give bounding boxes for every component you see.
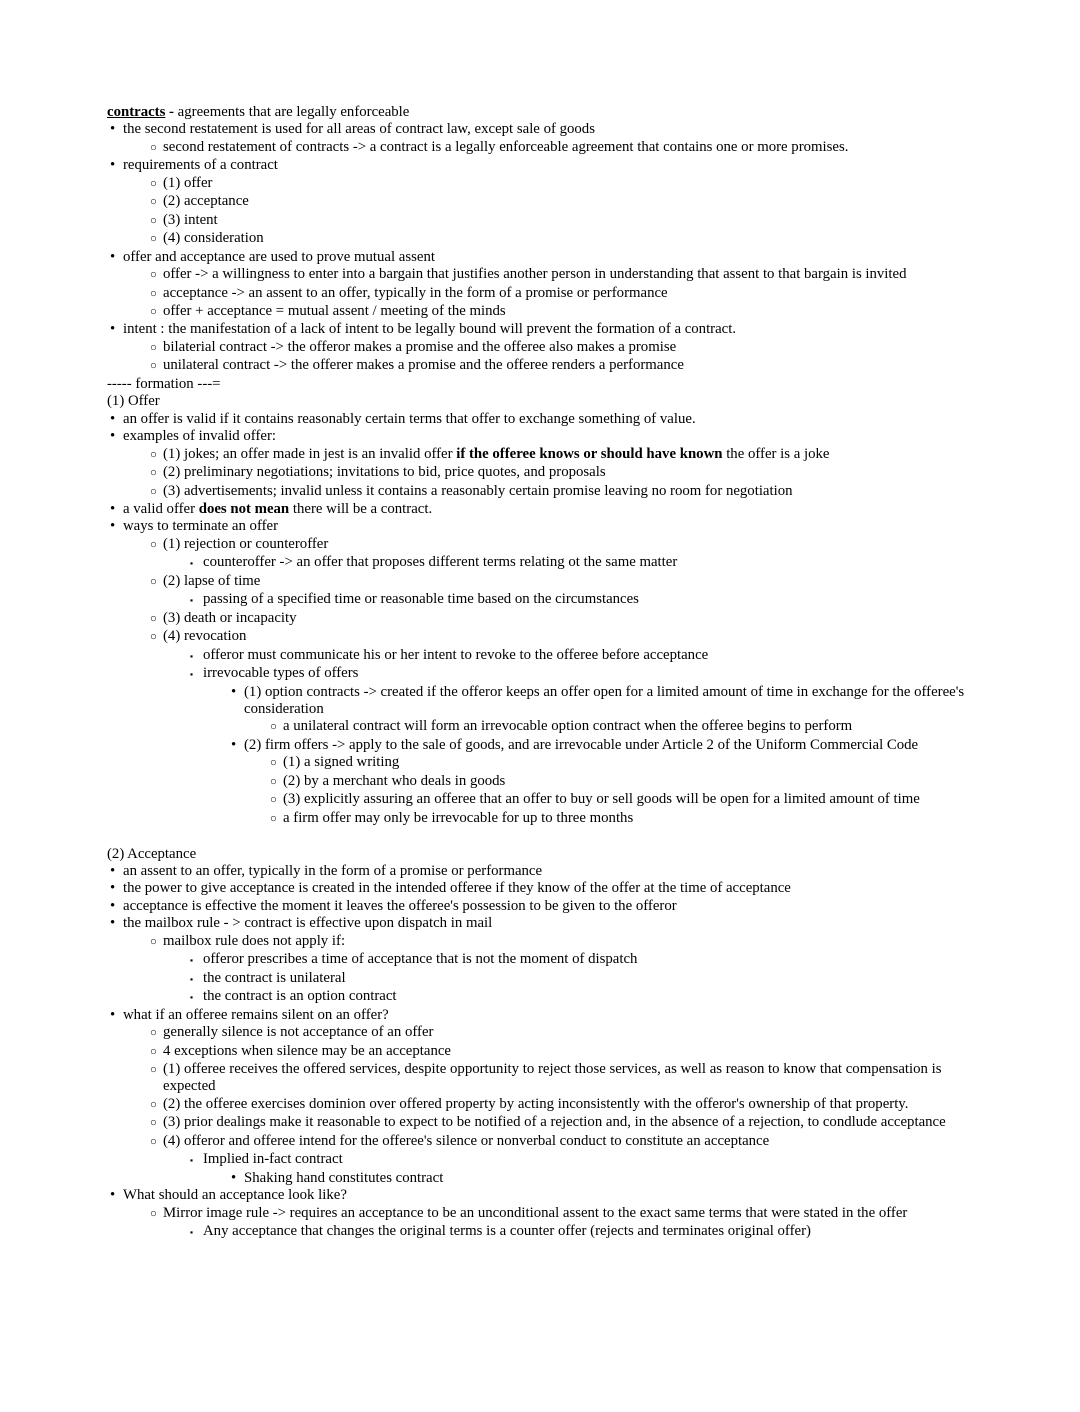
note-text: (2) acceptance — [163, 193, 249, 210]
note-text: irrevocable types of offers — [203, 665, 359, 682]
note-line — [107, 1061, 968, 1096]
note-line — [107, 446, 968, 464]
circle-bullet-icon: ○ — [150, 233, 157, 246]
square-bullet-icon: ▪ — [190, 669, 194, 680]
disc-bullet-icon: • — [110, 1187, 116, 1204]
note-text: (1) Offer — [107, 393, 160, 410]
note-text: examples of invalid offer: — [123, 428, 276, 445]
note-line — [107, 193, 968, 211]
circle-bullet-icon: ○ — [150, 269, 157, 282]
disc-bullet-icon: • — [110, 897, 116, 914]
note-line — [107, 411, 968, 428]
notes-list — [107, 104, 968, 1242]
note-text: the contract is unilateral — [203, 969, 346, 986]
circle-bullet-icon: ○ — [270, 812, 277, 825]
disc-bullet-icon: • — [110, 121, 116, 138]
circle-bullet-icon: ○ — [150, 1045, 157, 1058]
note-text: (2) firm offers -> apply to the sale of goods, and are irrevocable under Article 2 of the Uniform Commercial Code — [244, 736, 919, 753]
note-line — [107, 846, 968, 863]
circle-bullet-icon: ○ — [150, 448, 157, 461]
note-text: (2) the offeree exercises dominion over offered property by acting inconsistently with the offeror's ownership of that property. — [163, 1095, 909, 1112]
note-line — [107, 647, 968, 665]
note-line — [107, 970, 968, 988]
circle-bullet-icon: ○ — [150, 631, 157, 644]
note-text: acceptance is effective the moment it leaves the offeree's possession to be given to the offeror — [123, 897, 677, 914]
note-line — [107, 863, 968, 880]
note-line — [107, 754, 968, 772]
circle-bullet-icon: ○ — [150, 1027, 157, 1040]
note-line — [107, 1024, 968, 1042]
note-line — [107, 1007, 968, 1024]
circle-bullet-icon: ○ — [150, 287, 157, 300]
note-line — [107, 321, 968, 338]
note-text: (2) by a merchant who deals in goods — [283, 772, 506, 789]
note-line — [107, 393, 968, 410]
circle-bullet-icon: ○ — [150, 1064, 157, 1076]
disc-bullet-icon: • — [110, 863, 116, 880]
square-bullet-icon: ▪ — [190, 1227, 194, 1238]
disc-bullet-icon: • — [231, 1169, 237, 1186]
note-line — [107, 483, 968, 501]
note-line — [107, 212, 968, 230]
note-line — [107, 1205, 968, 1223]
circle-bullet-icon: ○ — [150, 177, 157, 190]
note-text: (3) death or incapacity — [163, 609, 297, 626]
circle-bullet-icon: ○ — [150, 360, 157, 373]
note-line — [107, 898, 968, 915]
note-text: the second restatement is used for all areas of contract law, except sale of goods — [123, 121, 595, 138]
note-line — [107, 357, 968, 375]
circle-bullet-icon: ○ — [150, 1135, 157, 1148]
note-text: what if an offeree remains silent on an offer? — [123, 1006, 389, 1023]
note-text: a valid offer does not mean there will be a contract. — [123, 500, 433, 517]
note-text: mailbox rule does not apply if: — [163, 932, 346, 949]
note-text: acceptance -> an assent to an offer, typically in the form of a promise or performance — [163, 284, 668, 301]
note-line — [107, 428, 968, 445]
note-text: (3) explicitly assuring an offeree that an offer to buy or sell goods will be open for a limited amount of time — [283, 791, 920, 808]
disc-bullet-icon: • — [110, 1006, 116, 1023]
note-line — [107, 591, 968, 609]
note-text: What should an acceptance look like? — [123, 1187, 347, 1204]
note-line — [107, 915, 968, 932]
note-line — [107, 339, 968, 357]
circle-bullet-icon: ○ — [150, 305, 157, 318]
circle-bullet-icon: ○ — [150, 1098, 157, 1111]
circle-bullet-icon: ○ — [270, 775, 277, 788]
note-line — [107, 1133, 968, 1151]
note-text: second restatement of contracts -> a contract is a legally enforceable agreement that contains one or more promises. — [163, 138, 849, 155]
circle-bullet-icon: ○ — [150, 935, 157, 948]
note-line — [107, 573, 968, 591]
circle-bullet-icon: ○ — [150, 575, 157, 588]
note-text: generally silence is not acceptance of an offer — [163, 1024, 434, 1041]
note-line — [107, 464, 968, 482]
note-text: the mailbox rule - > contract is effective upon dispatch in mail — [123, 915, 493, 932]
note-text: (4) offeror and offeree intend for the offeree's silence or nonverbal conduct to constitute an acceptance — [163, 1132, 770, 1149]
circle-bullet-icon: ○ — [150, 485, 157, 498]
note-line — [107, 810, 968, 828]
note-text: ----- formation ---= — [107, 375, 221, 392]
disc-bullet-icon: • — [231, 736, 237, 753]
note-text: offeror must communicate his or her intent to revoke to the offeree before acceptance — [203, 646, 709, 663]
note-line — [107, 773, 968, 791]
note-text: (3) prior dealings make it reasonable to expect to be notified of a rejection and, in the absence of a rejection, to condlude acceptance — [163, 1114, 946, 1131]
note-line — [107, 230, 968, 248]
note-line — [107, 610, 968, 628]
note-text: requirements of a contract — [123, 157, 278, 174]
note-text: Any acceptance that changes the original terms is a counter offer (rejects and terminates original offer) — [203, 1223, 811, 1240]
note-line — [107, 1114, 968, 1132]
note-text: intent : the manifestation of a lack of intent to be legally bound will prevent the formation of a contract. — [123, 321, 737, 338]
circle-bullet-icon: ○ — [150, 1117, 157, 1130]
note-text: (1) jokes; an offer made in jest is an invalid offer if the offeree knows or should have known the offer is a joke — [163, 445, 830, 462]
circle-bullet-icon: ○ — [150, 538, 157, 551]
square-bullet-icon: ▪ — [190, 1155, 194, 1166]
note-line — [107, 737, 968, 754]
note-text: unilateral contract -> the offerer makes a promise and the offeree renders a performance — [163, 357, 684, 374]
note-line — [107, 718, 968, 736]
note-text: (2) Acceptance — [107, 845, 197, 862]
square-bullet-icon: ▪ — [190, 955, 194, 966]
note-line — [107, 554, 968, 572]
note-text: the power to give acceptance is created in the intended offeree if they know of the offer at the time of acceptance — [123, 880, 791, 897]
note-text: 4 exceptions when silence may be an acceptance — [163, 1042, 451, 1059]
disc-bullet-icon: • — [110, 500, 116, 517]
note-text: ways to terminate an offer — [123, 518, 279, 535]
circle-bullet-icon: ○ — [150, 612, 157, 625]
square-bullet-icon: ▪ — [190, 558, 194, 569]
note-line — [107, 285, 968, 303]
note-text: counteroffer -> an offer that proposes different terms relating ot the same matter — [203, 554, 678, 571]
note-text: an assent to an offer, typically in the form of a promise or performance — [123, 863, 543, 880]
circle-bullet-icon: ○ — [270, 794, 277, 807]
square-bullet-icon: ▪ — [190, 650, 194, 661]
circle-bullet-icon: ○ — [150, 467, 157, 480]
note-text: offeror prescribes a time of acceptance that is not the moment of dispatch — [203, 951, 638, 968]
disc-bullet-icon: • — [110, 157, 116, 174]
note-line — [107, 1043, 968, 1061]
disc-bullet-icon: • — [110, 321, 116, 338]
note-text: (1) option contracts -> created if the offeror keeps an offer open for a limited amount of time in exchange for the offeree's consideration — [244, 683, 965, 717]
disc-bullet-icon: • — [110, 248, 116, 265]
note-text: (4) consideration — [163, 230, 264, 247]
note-text: a firm offer may only be irrevocable for up to three months — [283, 809, 634, 826]
disc-bullet-icon: • — [110, 915, 116, 932]
note-line — [107, 951, 968, 969]
note-text: an offer is valid if it contains reasonably certain terms that offer to exchange something of value. — [123, 410, 696, 427]
blank-line — [107, 828, 968, 845]
note-text: offer + acceptance = mutual assent / meeting of the minds — [163, 302, 506, 319]
note-text: (1) rejection or counteroffer — [163, 535, 329, 552]
note-line — [107, 1096, 968, 1114]
note-line — [107, 376, 968, 393]
square-bullet-icon: ▪ — [190, 973, 194, 984]
note-text: offer and acceptance are used to prove mutual assent — [123, 248, 435, 265]
note-line — [107, 988, 968, 1006]
note-line — [107, 684, 968, 719]
note-text: (1) offeree receives the offered services, despite opportunity to reject those services, as well as reason to know that compensation is expected — [163, 1061, 942, 1095]
note-text: (1) a signed writing — [283, 754, 400, 771]
note-line — [107, 157, 968, 174]
note-line — [107, 303, 968, 321]
square-bullet-icon: ▪ — [190, 595, 194, 606]
circle-bullet-icon: ○ — [150, 196, 157, 209]
circle-bullet-icon: ○ — [270, 721, 277, 734]
circle-bullet-icon: ○ — [150, 214, 157, 227]
note-line — [107, 1187, 968, 1204]
note-line — [107, 628, 968, 646]
note-line — [107, 121, 968, 138]
note-text: (3) advertisements; invalid unless it contains a reasonably certain promise leaving no room for negotiation — [163, 482, 793, 499]
note-line — [107, 266, 968, 284]
circle-bullet-icon: ○ — [150, 341, 157, 354]
circle-bullet-icon: ○ — [150, 141, 157, 154]
note-line — [107, 665, 968, 683]
note-line — [107, 880, 968, 897]
note-text: a unilateral contract will form an irrevocable option contract when the offeree begins to perform — [283, 718, 853, 735]
note-line — [107, 933, 968, 951]
note-text: bilaterial contract -> the offeror makes a promise and the offeree also makes a promise — [163, 338, 677, 355]
note-line — [107, 249, 968, 266]
note-text: (3) intent — [163, 211, 218, 228]
note-text: (2) preliminary negotiations; invitations to bid, price quotes, and proposals — [163, 464, 606, 481]
disc-bullet-icon: • — [110, 518, 116, 535]
note-line — [107, 518, 968, 535]
note-text: (4) revocation — [163, 628, 247, 645]
note-line — [107, 536, 968, 554]
note-text: Implied in-fact contract — [203, 1151, 343, 1168]
note-text: contracts - agreements that are legally enforceable — [107, 104, 410, 120]
note-line — [107, 139, 968, 157]
note-line — [107, 1151, 968, 1169]
note-line — [107, 175, 968, 193]
disc-bullet-icon: • — [231, 683, 237, 700]
note-line — [107, 1223, 968, 1241]
note-text: (2) lapse of time — [163, 572, 261, 589]
square-bullet-icon: ▪ — [190, 992, 194, 1003]
circle-bullet-icon: ○ — [150, 1207, 157, 1220]
circle-bullet-icon: ○ — [270, 757, 277, 770]
disc-bullet-icon: • — [110, 880, 116, 897]
note-line — [107, 501, 968, 518]
note-text: Shaking hand constitutes contract — [244, 1169, 444, 1186]
disc-bullet-icon: • — [110, 428, 116, 445]
disc-bullet-icon: • — [110, 410, 116, 427]
note-text: (1) offer — [163, 174, 213, 191]
note-text: the contract is an option contract — [203, 988, 397, 1005]
note-line — [107, 791, 968, 809]
note-text: Mirror image rule -> requires an acceptance to be an unconditional assent to the exact same terms that were stated in the offer — [163, 1204, 908, 1221]
note-text: offer -> a willingness to enter into a bargain that justifies another person in understanding that assent to that bargain is invited — [163, 266, 907, 283]
note-text: passing of a specified time or reasonable time based on the circumstances — [203, 591, 639, 608]
note-line — [107, 104, 968, 121]
note-line — [107, 1170, 968, 1187]
